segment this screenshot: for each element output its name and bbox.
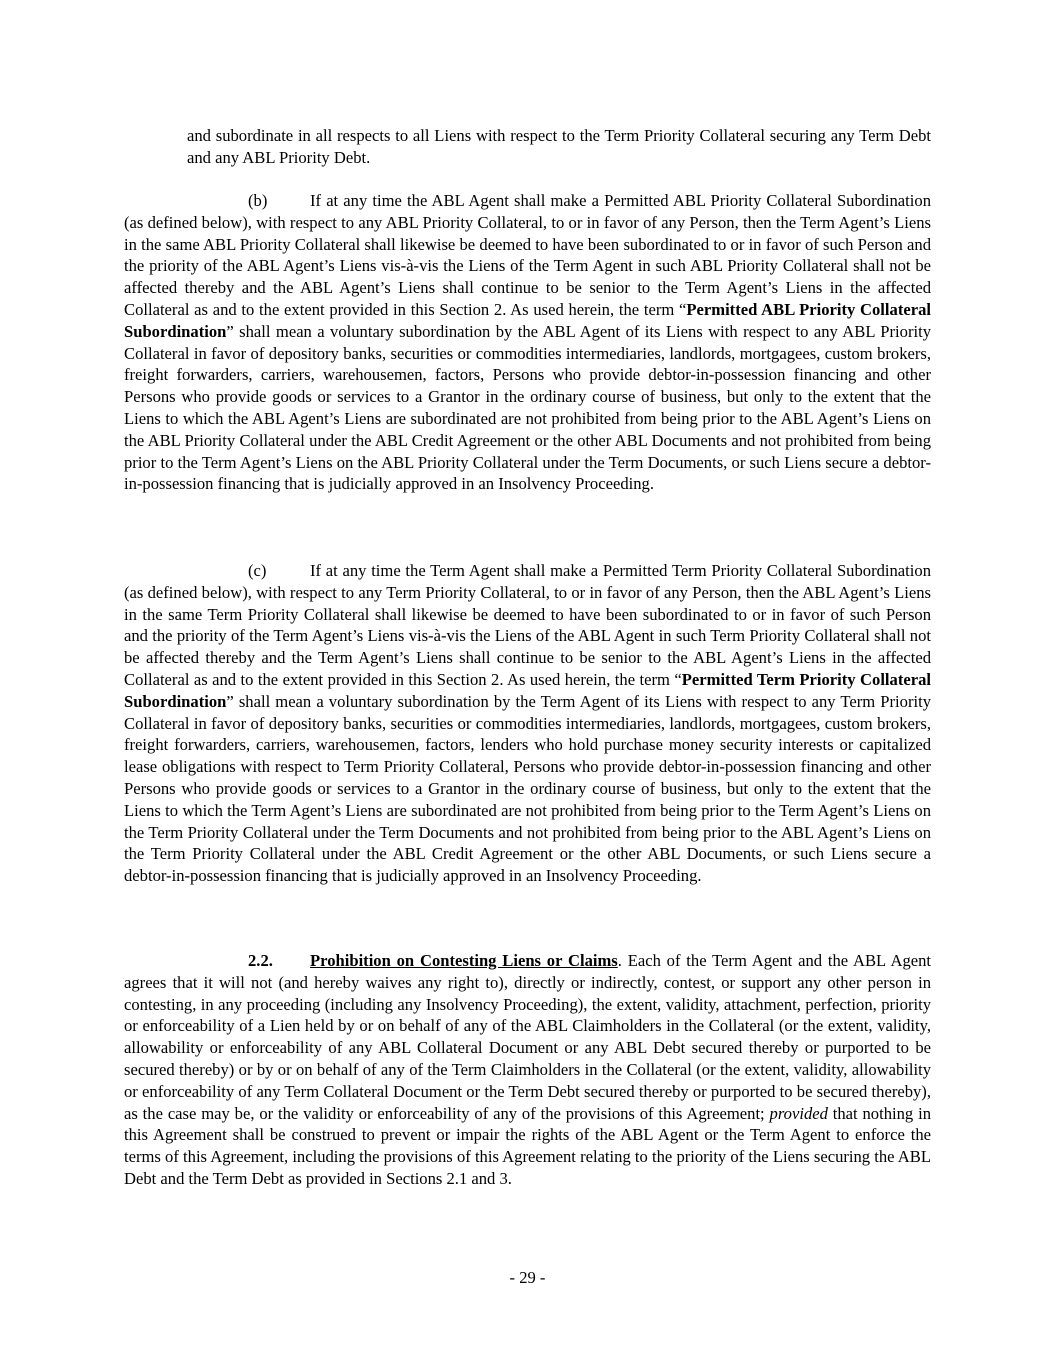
paragraph-c-label: (c) — [248, 561, 267, 580]
page-number: - 29 - — [509, 1268, 546, 1287]
section-2-2-text-after-italic: that nothing in this Agreement shall be construed to prevent or impair the rights of the ABL Agent or the Term Agent to enforce the terms of this Agreement, including the provisions of this Agreement relating to the priority of the Liens securing the ABL Debt and the Term Debt as provided in Sections 2.1 and 3. — [124, 1103, 931, 1188]
paragraph-b-text-after-term: ” shall mean a voluntary subordination by the ABL Agent of its Liens with respect to any ABL Priority Collateral in favor of depository banks, securities or commodities intermediaries, landlords, mortgagees, custom brokers, freight forwarders, carriers, warehousemen, factors, Persons who provide debtor-in-possession financing and other Persons who provide goods or services to a Grantor in the ordinary course of business, but only to the extent that the Liens to which the ABL Agent’s Liens are subordinated are not prohibited from being prior to the ABL Agent’s Liens on the ABL Priority Collateral under the ABL Credit Agreement or the other ABL Documents and not prohibited from being prior to the Term Agent’s Liens on the ABL Priority Collateral under the Term Documents, or such Liens secure a debtor-in-possession financing that is judicially approved in an Insolvency Proceeding. — [124, 321, 931, 494]
paragraph-b-text-before-term: If at any time the ABL Agent shall make a Permitted ABL Priority Collateral Subordination (as defined below), with respect to any ABL Priority Collateral, to or in favor of any Person, then the Term Agent’s Liens in the same ABL Priority Collateral shall likewise be deemed to have been subordinated to or in favor of such Person and the priority of the ABL Agent’s Liens vis-à-vis the Liens of the Term Agent in such ABL Priority Collateral shall not be affected thereby and the ABL Agent’s Liens shall continue to be senior to the Term Agent’s Liens in the affected Collateral as and to the extent provided in this Section 2. As used herein, the term “ — [124, 191, 931, 319]
section-2-2-heading-period: . — [617, 951, 622, 970]
paragraph-c-text-after-term: ” shall mean a voluntary subordination by the Term Agent of its Liens with respect to any Term Priority Collateral in favor of depository banks, securities or commodities intermediaries, landlords, mortgagees, custom brokers, freight forwarders, carriers, warehousemen, factors, lenders who hold purchase money security interests or capitalized lease obligations with respect to Term Priority Collateral, Persons who provide debtor-in-possession financing and other Persons who provide goods or services to a Grantor in the ordinary course of business, but only to the extent that the Liens to which the Term Agent’s Liens are subordinated are not prohibited from being prior to the Term Agent’s Liens on the Term Priority Collateral under the Term Documents and not prohibited from being prior to the ABL Agent’s Liens on the Term Priority Collateral under the ABL Credit Agreement or the other ABL Documents, or such Liens secure a debtor-in-possession financing that is judicially approved in an Insolvency Proceeding. — [124, 691, 931, 886]
paragraph-c-defined-term: Permitted Term Priority Collateral Subordination — [124, 669, 931, 711]
paragraph-b-label: (b) — [248, 191, 268, 210]
paragraph-b — [124, 190, 931, 495]
paragraph-c — [124, 560, 931, 887]
section-2-2-italic-provided: provided — [769, 1103, 828, 1123]
paragraph-c-text-before-term: If at any time the Term Agent shall make a Permitted Term Priority Collateral Subordination (as defined below), with respect to any Term Priority Collateral, to or in favor of any Person, then the ABL Agent’s Liens in the same Term Priority Collateral shall likewise be deemed to have been subordinated to or in favor of such Person and the priority of the Term Agent’s Liens vis-à-vis the Liens of the ABL Agent in such Term Priority Collateral shall not be affected thereby and the Term Agent’s Liens shall continue to be senior to the ABL Agent’s Liens in the affected Collateral as and to the extent provided in this Section 2. As used herein, the term “ — [124, 561, 931, 689]
section-2-2-text-before-italic: Each of the Term Agent and the ABL Agent agrees that it will not (and hereby waives any right to), directly or indirectly, contest, or support any other person in contesting, in any proceeding (including any Insolvency Proceeding), the extent, validity, attachment, perfection, priority or enforceability of a Lien held by or on behalf of any of the ABL Claimholders in the Collateral (or the extent, validity, allowability or enforceability of any ABL Collateral Document or any ABL Debt secured thereby or purported to be secured thereby) or by or on behalf of any of the Term Claimholders in the Collateral (or the extent, validity, allowability or enforceability of any Term Collateral Document or the Term Debt secured thereby or purported to be secured thereby), as the case may be, or the validity or enforceability of any of the provisions of this Agreement; — [124, 951, 932, 1123]
paragraph-b-defined-term: Permitted ABL Priority Collateral Subordination — [124, 299, 931, 341]
continuation-paragraph: and subordinate in all respects to all Liens with respect to the Term Priority Collateral securing any Term Debt and any ABL Priority Debt. — [187, 126, 931, 167]
section-2-2-number: 2.2. — [248, 951, 273, 970]
section-2-2-heading: Prohibition on Contesting Liens or Claims — [310, 951, 618, 970]
section-2-2-paragraph — [124, 950, 931, 1190]
